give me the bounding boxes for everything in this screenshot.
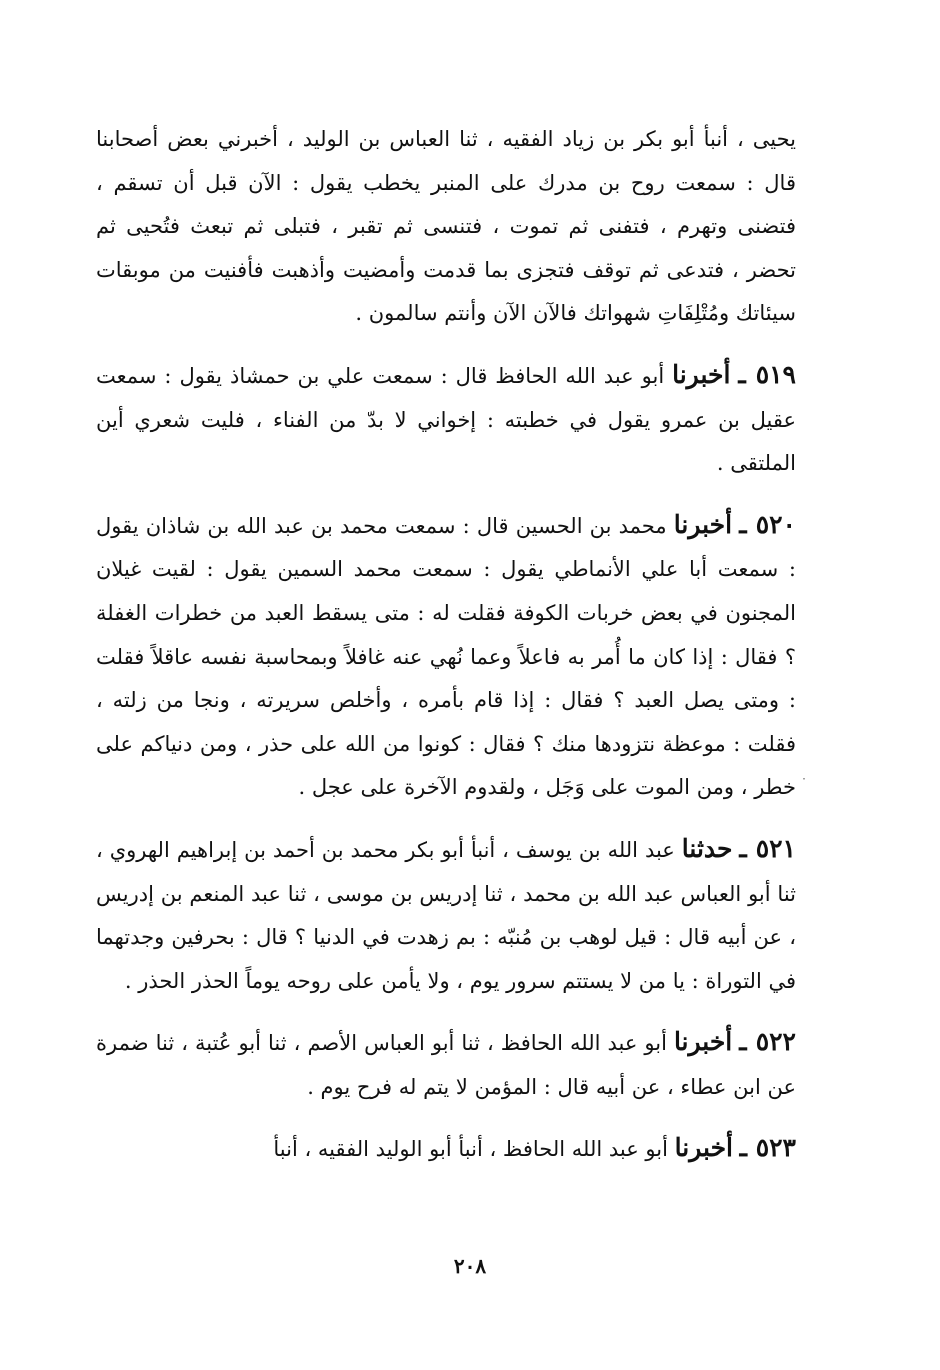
- page-body: [96, 118, 796, 1172]
- narration-number: ٥٢١ ـ: [739, 833, 796, 863]
- narration-text: عبد الله بن يوسف ، أنبأ أبو بكر محمد بن أحمد بن إبراهيم الهروي ، ثنا أبو العباس عبد الله بن محمد ، ثنا إدريس بن موسى ، ثنا عبد المنعم بن إدريس ، عن أبيه قال : قيل لوهب بن مُنبّه : بم زهدت في الدنيا ؟ قال : بحرفين وجدتهما في التوراة : يا من لا يستتم سرور يوم ، ولا يأمن على روحه يوماً الحذر الحذر .: [96, 837, 796, 993]
- narration-number: ٥٢٢ ـ: [739, 1027, 796, 1057]
- narration-519: [96, 353, 796, 486]
- narration-number: ٥١٩ ـ: [738, 359, 796, 389]
- intro-paragraph: يحيى ، أنبأ أبو بكر بن زياد الفقيه ، ثنا العباس بن الوليد ، أخبرني بعض أصحابنا قال : سمعت روح بن مدرك على المنبر يخطب يقول : الآن قبل أن تسقم ، فتضنى وتهرم ، فتفنى ثم تموت ، فتنسى ثم تقبر ، فتبلى ثم تبعث فتُحيى ثم تحضر ، فتدعى ثم توقف فتجزى بما قدمت وأمضيت وأذهبت فأفنيت من موبقات سيئاتك ومُتْلِفَاتِ شهواتك فالآن الآن وأنتم سالمون .: [96, 127, 796, 326]
- page-number: ٢٠٨: [453, 1254, 487, 1278]
- narration-523: [96, 1126, 796, 1172]
- narration-keyword: أخبرنا: [673, 1027, 733, 1057]
- narration-keyword: حدثنا: [681, 833, 733, 863]
- narration-keyword: أخبرنا: [674, 1133, 733, 1163]
- narration-keyword: أخبرنا: [673, 509, 733, 539]
- narration-number: ٥٢٣ ـ: [739, 1133, 796, 1163]
- narration-text: محمد بن الحسين قال : سمعت محمد بن عبد الله بن شاذان يقول : سمعت أبا علي الأنماطي يقول : سمعت محمد السمين يقول : لقيت غيلان المجنون في بعض خربات الكوفة فقلت له : متى يسقط العبد من خطرات الغفلة ؟ فقال : إذا كان ما أُمر به فاعلاً وعما نُهي عنه غافلاً وبمحاسبة نفسه عاقلاً فقلت : ومتى يصل العبد ؟ فقال : إذا قام بأمره ، وأخلص سريرته ، ونجا من زلته ، فقلت : موعظة نتزودها منك ؟ فقال : كونوا من الله على حذر ، ومن دنياكم على خطر ، ومن الموت على وَجَل ، ولقدوم الآخرة على عجل .: [96, 513, 796, 800]
- narration-text: أبو عبد الله الحافظ ، ثنا أبو العباس الأصم ، ثنا أبو عُتبة ، ثنا ضمرة عن ابن عطاء ، عن أبيه قال : المؤمن لا يتم له فرح يوم .: [96, 1031, 796, 1099]
- narration-keyword: أخبرنا: [672, 359, 731, 389]
- narration-number: ٥٢٠ ـ: [739, 509, 796, 539]
- narration-521: [96, 827, 796, 1003]
- narration-520: [96, 503, 796, 810]
- narration-text: أبو عبد الله الحافظ ، أنبأ أبو الوليد الفقيه ، أنبأ: [273, 1137, 668, 1162]
- narration-522: [96, 1020, 796, 1109]
- narration-text: أبو عبد الله الحافظ قال : سمعت علي بن حمشاذ يقول : سمعت عقيل بن عمرو يقول في خطبته : إخواني لا بدّ من الفناء ، فليت شعري أين الملتقى .: [96, 363, 796, 476]
